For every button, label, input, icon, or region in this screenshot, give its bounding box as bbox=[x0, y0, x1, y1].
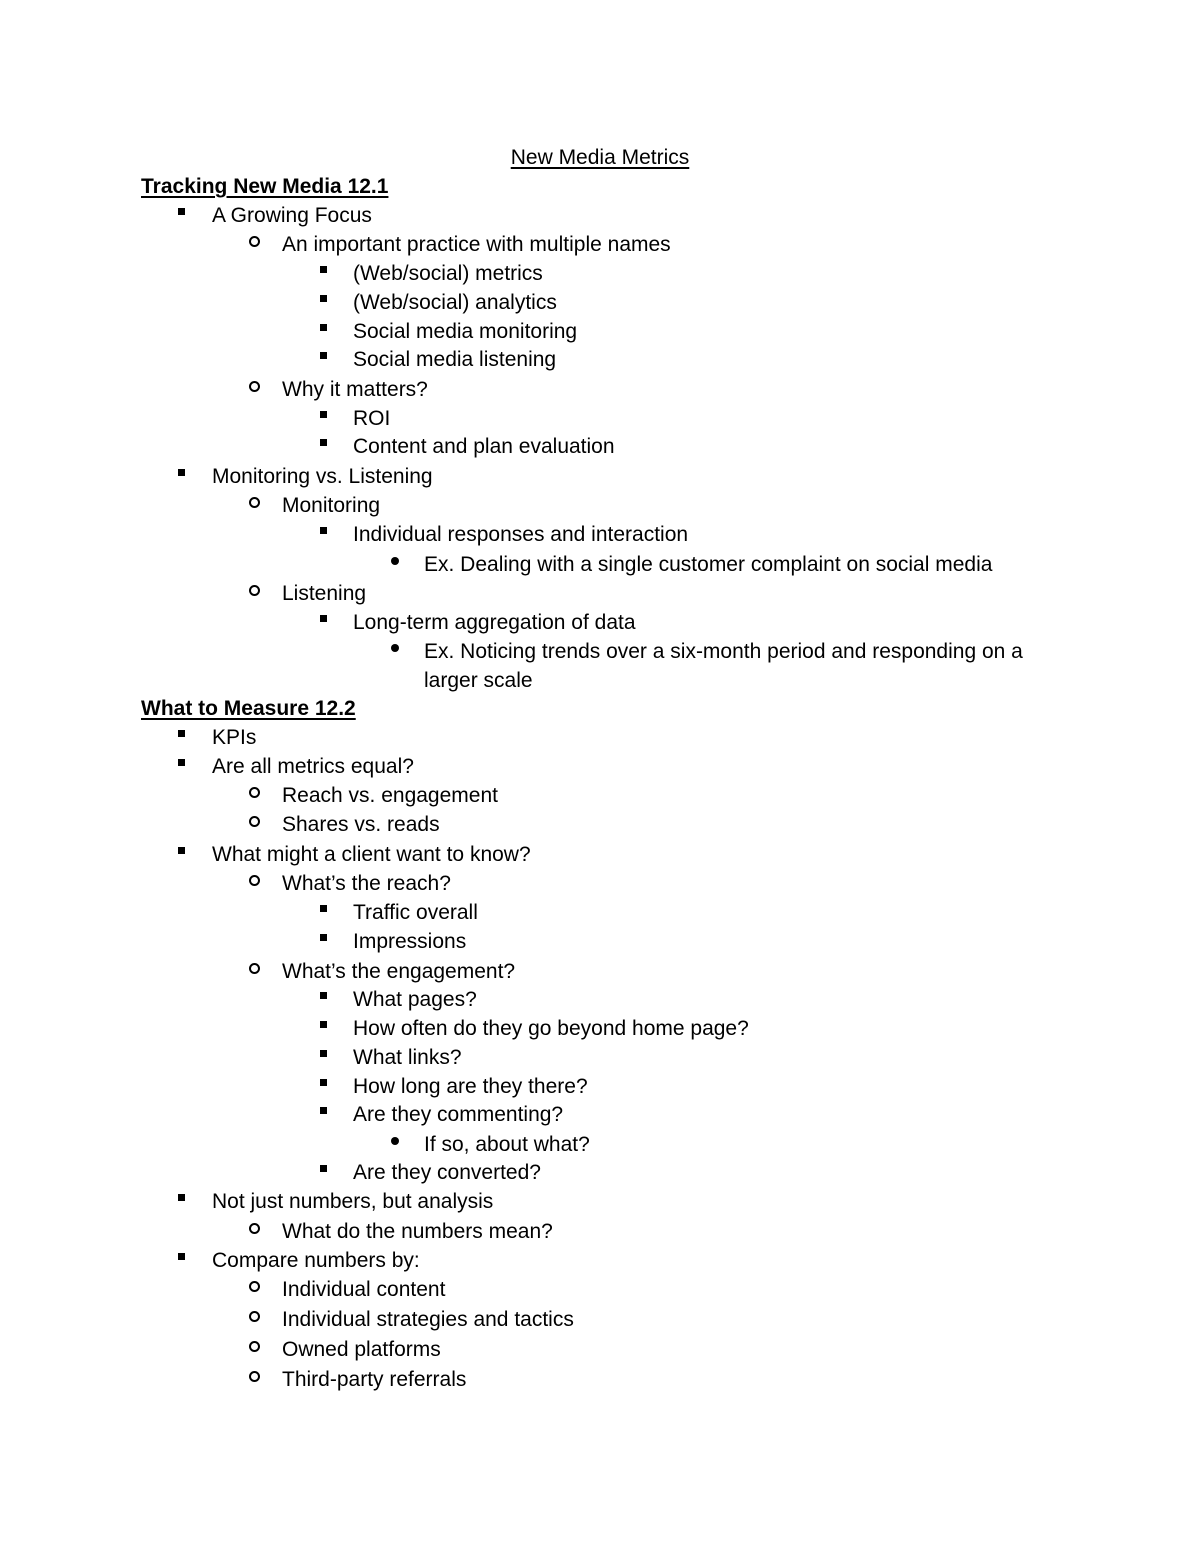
square-bullet-icon bbox=[178, 759, 185, 766]
list-item: ROI bbox=[353, 407, 391, 430]
square-bullet-icon bbox=[178, 847, 185, 854]
square-bullet-icon bbox=[178, 1253, 185, 1260]
list-item: Not just numbers, but analysis bbox=[212, 1190, 494, 1213]
section-heading-tracking: Tracking New Media 12.1 bbox=[141, 175, 389, 198]
square-bullet-icon bbox=[320, 1079, 327, 1086]
square-bullet-icon bbox=[320, 992, 327, 999]
dot-bullet-icon bbox=[391, 1137, 399, 1145]
square-bullet-icon bbox=[320, 934, 327, 941]
list-item: What links? bbox=[353, 1046, 462, 1069]
list-item: What might a client want to know? bbox=[212, 843, 531, 866]
section-heading-what-to-measure: What to Measure 12.2 bbox=[141, 697, 356, 720]
list-item: How long are they there? bbox=[353, 1075, 588, 1098]
circle-bullet-icon bbox=[249, 1281, 260, 1292]
square-bullet-icon bbox=[320, 295, 327, 302]
circle-bullet-icon bbox=[249, 585, 260, 596]
square-bullet-icon bbox=[178, 208, 185, 215]
list-item: Why it matters? bbox=[282, 378, 428, 401]
square-bullet-icon bbox=[320, 411, 327, 418]
list-item: What’s the reach? bbox=[282, 872, 451, 895]
list-item: Individual content bbox=[282, 1278, 446, 1301]
list-item: Individual strategies and tactics bbox=[282, 1308, 574, 1331]
list-item: An important practice with multiple names bbox=[282, 233, 671, 256]
circle-bullet-icon bbox=[249, 787, 260, 798]
square-bullet-icon bbox=[320, 905, 327, 912]
list-item: KPIs bbox=[212, 726, 257, 749]
list-item: Individual responses and interaction bbox=[353, 523, 689, 546]
list-item: Compare numbers by: bbox=[212, 1249, 420, 1272]
list-item: Third-party referrals bbox=[282, 1368, 467, 1391]
list-item: Social media listening bbox=[353, 348, 557, 371]
circle-bullet-icon bbox=[249, 381, 260, 392]
list-item: Ex. Noticing trends over a six-month period and responding on a larger scale bbox=[424, 640, 1023, 692]
list-item: Are all metrics equal? bbox=[212, 755, 414, 778]
list-item: Traffic overall bbox=[353, 901, 478, 924]
square-bullet-icon bbox=[178, 730, 185, 737]
circle-bullet-icon bbox=[249, 816, 260, 827]
circle-bullet-icon bbox=[249, 1371, 260, 1382]
list-item: If so, about what? bbox=[424, 1133, 590, 1156]
list-item: How often do they go beyond home page? bbox=[353, 1017, 749, 1040]
list-item: Are they converted? bbox=[353, 1161, 541, 1184]
list-item: What pages? bbox=[353, 988, 477, 1011]
square-bullet-icon bbox=[178, 469, 185, 476]
list-item: Long-term aggregation of data bbox=[353, 611, 636, 634]
square-bullet-icon bbox=[320, 615, 327, 622]
square-bullet-icon bbox=[320, 1050, 327, 1057]
circle-bullet-icon bbox=[249, 1341, 260, 1352]
circle-bullet-icon bbox=[249, 236, 260, 247]
square-bullet-icon bbox=[320, 1021, 327, 1028]
list-item: Reach vs. engagement bbox=[282, 784, 498, 807]
list-item: Social media monitoring bbox=[353, 320, 578, 343]
list-item: Listening bbox=[282, 582, 367, 605]
list-item: Monitoring vs. Listening bbox=[212, 465, 433, 488]
square-bullet-icon bbox=[320, 1107, 327, 1114]
dot-bullet-icon bbox=[391, 644, 399, 652]
dot-bullet-icon bbox=[391, 557, 399, 565]
list-item: (Web/social) analytics bbox=[353, 291, 557, 314]
circle-bullet-icon bbox=[249, 963, 260, 974]
list-item: A Growing Focus bbox=[212, 204, 372, 227]
square-bullet-icon bbox=[320, 439, 327, 446]
list-item: What’s the engagement? bbox=[282, 960, 516, 983]
list-item: Content and plan evaluation bbox=[353, 435, 615, 458]
list-item: Shares vs. reads bbox=[282, 813, 440, 836]
list-item: What do the numbers mean? bbox=[282, 1220, 553, 1243]
circle-bullet-icon bbox=[249, 497, 260, 508]
document-title: New Media Metrics bbox=[510, 146, 690, 169]
square-bullet-icon bbox=[320, 324, 327, 331]
square-bullet-icon bbox=[320, 527, 327, 534]
list-item: Owned platforms bbox=[282, 1338, 441, 1361]
circle-bullet-icon bbox=[249, 1223, 260, 1234]
square-bullet-icon bbox=[320, 352, 327, 359]
list-item: Ex. Dealing with a single customer complaint on social media bbox=[424, 553, 993, 576]
list-item: Monitoring bbox=[282, 494, 381, 517]
square-bullet-icon bbox=[178, 1194, 185, 1201]
square-bullet-icon bbox=[320, 1165, 327, 1172]
list-item: Are they commenting? bbox=[353, 1103, 564, 1126]
list-item: Impressions bbox=[353, 930, 467, 953]
circle-bullet-icon bbox=[249, 1311, 260, 1322]
list-item: (Web/social) metrics bbox=[353, 262, 543, 285]
square-bullet-icon bbox=[320, 266, 327, 273]
circle-bullet-icon bbox=[249, 875, 260, 886]
